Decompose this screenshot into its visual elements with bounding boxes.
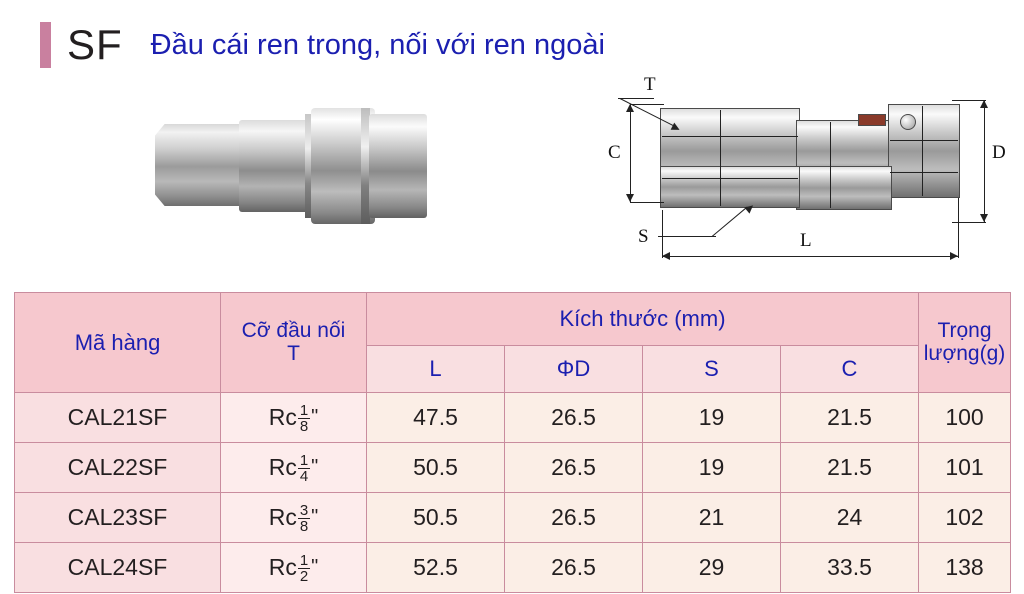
thread-numerator: 1	[299, 552, 309, 569]
header-weight	[919, 293, 1011, 393]
header-weight-line1: Trọng	[937, 319, 992, 343]
drawing-C-arrow-bottom	[626, 194, 634, 202]
drawing-detail-line-3	[720, 110, 721, 206]
thread-denominator: 2	[299, 568, 309, 585]
thread-fraction	[298, 503, 310, 534]
thread-prefix: Rc	[268, 404, 297, 430]
cell-C: 21.5	[781, 443, 919, 493]
drawing-L-dim-line	[662, 256, 958, 257]
drawing-hex-flat	[796, 166, 892, 210]
cell-thread	[221, 443, 367, 493]
thread-numerator: 1	[299, 402, 309, 419]
cell-D: 26.5	[505, 443, 643, 493]
drawing-detail-line-1	[662, 136, 798, 137]
drawing-C-ext-top	[630, 104, 664, 105]
drawing-S-leader-h	[658, 236, 716, 237]
drawing-label-S: S	[638, 226, 649, 247]
cell-L: 52.5	[367, 543, 505, 593]
thread-prefix: Rc	[268, 504, 297, 530]
cell-S: 19	[643, 443, 781, 493]
cell-thread	[221, 543, 367, 593]
table-row	[15, 543, 1011, 593]
table-row	[15, 443, 1011, 493]
drawing-label-T: T	[644, 74, 656, 95]
cell-weight: 102	[919, 493, 1011, 543]
cell-D: 26.5	[505, 493, 643, 543]
cell-S: 29	[643, 543, 781, 593]
cell-C: 33.5	[781, 543, 919, 593]
coupler-technical-drawing	[600, 74, 1006, 280]
cell-weight: 100	[919, 393, 1011, 443]
header-accent-bar	[40, 22, 51, 68]
page-title: Đầu cái ren trong, nối với ren ngoài	[150, 28, 605, 61]
cell-L: 47.5	[367, 393, 505, 443]
drawing-detail-line-5	[890, 140, 958, 141]
drawing-L-ext-left	[662, 210, 663, 258]
thread-numerator: 1	[299, 452, 309, 469]
thread-value	[269, 452, 319, 483]
drawing-L-ext-right	[958, 198, 959, 258]
cell-code: CAL22SF	[15, 443, 221, 493]
drawing-detail-line-2	[662, 178, 798, 179]
drawing-D-arrow-bottom	[980, 214, 988, 222]
header-code: Mã hàng	[15, 293, 221, 393]
thread-prefix: Rc	[268, 454, 297, 480]
product-series-code: SF	[67, 21, 123, 68]
drawing-label-L: L	[800, 230, 812, 251]
drawing-detail-line-6	[890, 172, 958, 173]
table-header-row-1	[15, 293, 1011, 346]
cell-S: 19	[643, 393, 781, 443]
drawing-D-ext-top	[952, 100, 986, 101]
header-dimensions-group: Kích thước (mm)	[367, 293, 919, 346]
figures-area	[0, 72, 1024, 282]
thread-prefix: Rc	[268, 554, 297, 580]
drawing-D-arrow-top	[980, 100, 988, 108]
thread-fraction	[298, 453, 310, 484]
header-thread-size-label: Cỡ đầu nối	[241, 319, 346, 343]
thread-value	[269, 402, 319, 433]
cell-code: CAL23SF	[15, 493, 221, 543]
drawing-C-arrow-top	[626, 104, 634, 112]
header-dim-D: ΦD	[505, 346, 643, 393]
thread-value	[269, 502, 319, 533]
cell-code: CAL21SF	[15, 393, 221, 443]
drawing-C-ext-bottom	[630, 202, 664, 203]
cell-thread	[221, 393, 367, 443]
drawing-L-arrow-right	[950, 252, 958, 260]
cell-C: 21.5	[781, 393, 919, 443]
cell-D: 26.5	[505, 393, 643, 443]
thread-fraction	[298, 403, 310, 434]
cell-code: CAL24SF	[15, 543, 221, 593]
drawing-S-leader-diag	[712, 207, 748, 237]
thread-denominator: 8	[299, 418, 309, 435]
photo-nose	[369, 114, 427, 218]
drawing-D-dim-line	[984, 100, 985, 222]
thread-fraction	[298, 553, 310, 584]
drawing-detail-line-7	[922, 106, 923, 196]
table-row	[15, 493, 1011, 543]
thread-value	[269, 552, 319, 583]
photo-hex-nut	[155, 124, 251, 206]
drawing-detail-line-4	[830, 122, 831, 208]
cell-weight: 138	[919, 543, 1011, 593]
coupler-photo	[155, 100, 430, 230]
thread-suffix: "	[311, 406, 319, 428]
drawing-ball-detail	[900, 114, 916, 130]
header-thread-size-symbol: T	[287, 341, 300, 365]
thread-denominator: 4	[299, 468, 309, 485]
drawing-valve-detail	[858, 114, 886, 126]
table-row	[15, 393, 1011, 443]
thread-suffix: "	[311, 506, 319, 528]
header-dim-S: S	[643, 346, 781, 393]
specification-table	[14, 292, 1011, 593]
cell-thread	[221, 493, 367, 543]
cell-L: 50.5	[367, 443, 505, 493]
header-dim-L: L	[367, 346, 505, 393]
drawing-sleeve	[888, 104, 960, 198]
drawing-lower-body	[660, 166, 800, 208]
drawing-L-arrow-left	[662, 252, 670, 260]
drawing-label-D: D	[992, 142, 1006, 163]
thread-denominator: 8	[299, 518, 309, 535]
cell-D: 26.5	[505, 543, 643, 593]
header-weight-line2: lượng(g)	[923, 341, 1006, 365]
header-dim-C: C	[781, 346, 919, 393]
drawing-D-ext-bottom	[952, 222, 986, 223]
cell-C: 24	[781, 493, 919, 543]
thread-suffix: "	[311, 456, 319, 478]
thread-suffix: "	[311, 556, 319, 578]
cell-weight: 101	[919, 443, 1011, 493]
cell-L: 50.5	[367, 493, 505, 543]
header-thread-size	[221, 293, 367, 393]
drawing-C-dim-line	[630, 104, 631, 202]
cell-S: 21	[643, 493, 781, 543]
page-header	[40, 22, 605, 68]
thread-numerator: 3	[299, 502, 309, 519]
drawing-label-C: C	[608, 142, 621, 163]
